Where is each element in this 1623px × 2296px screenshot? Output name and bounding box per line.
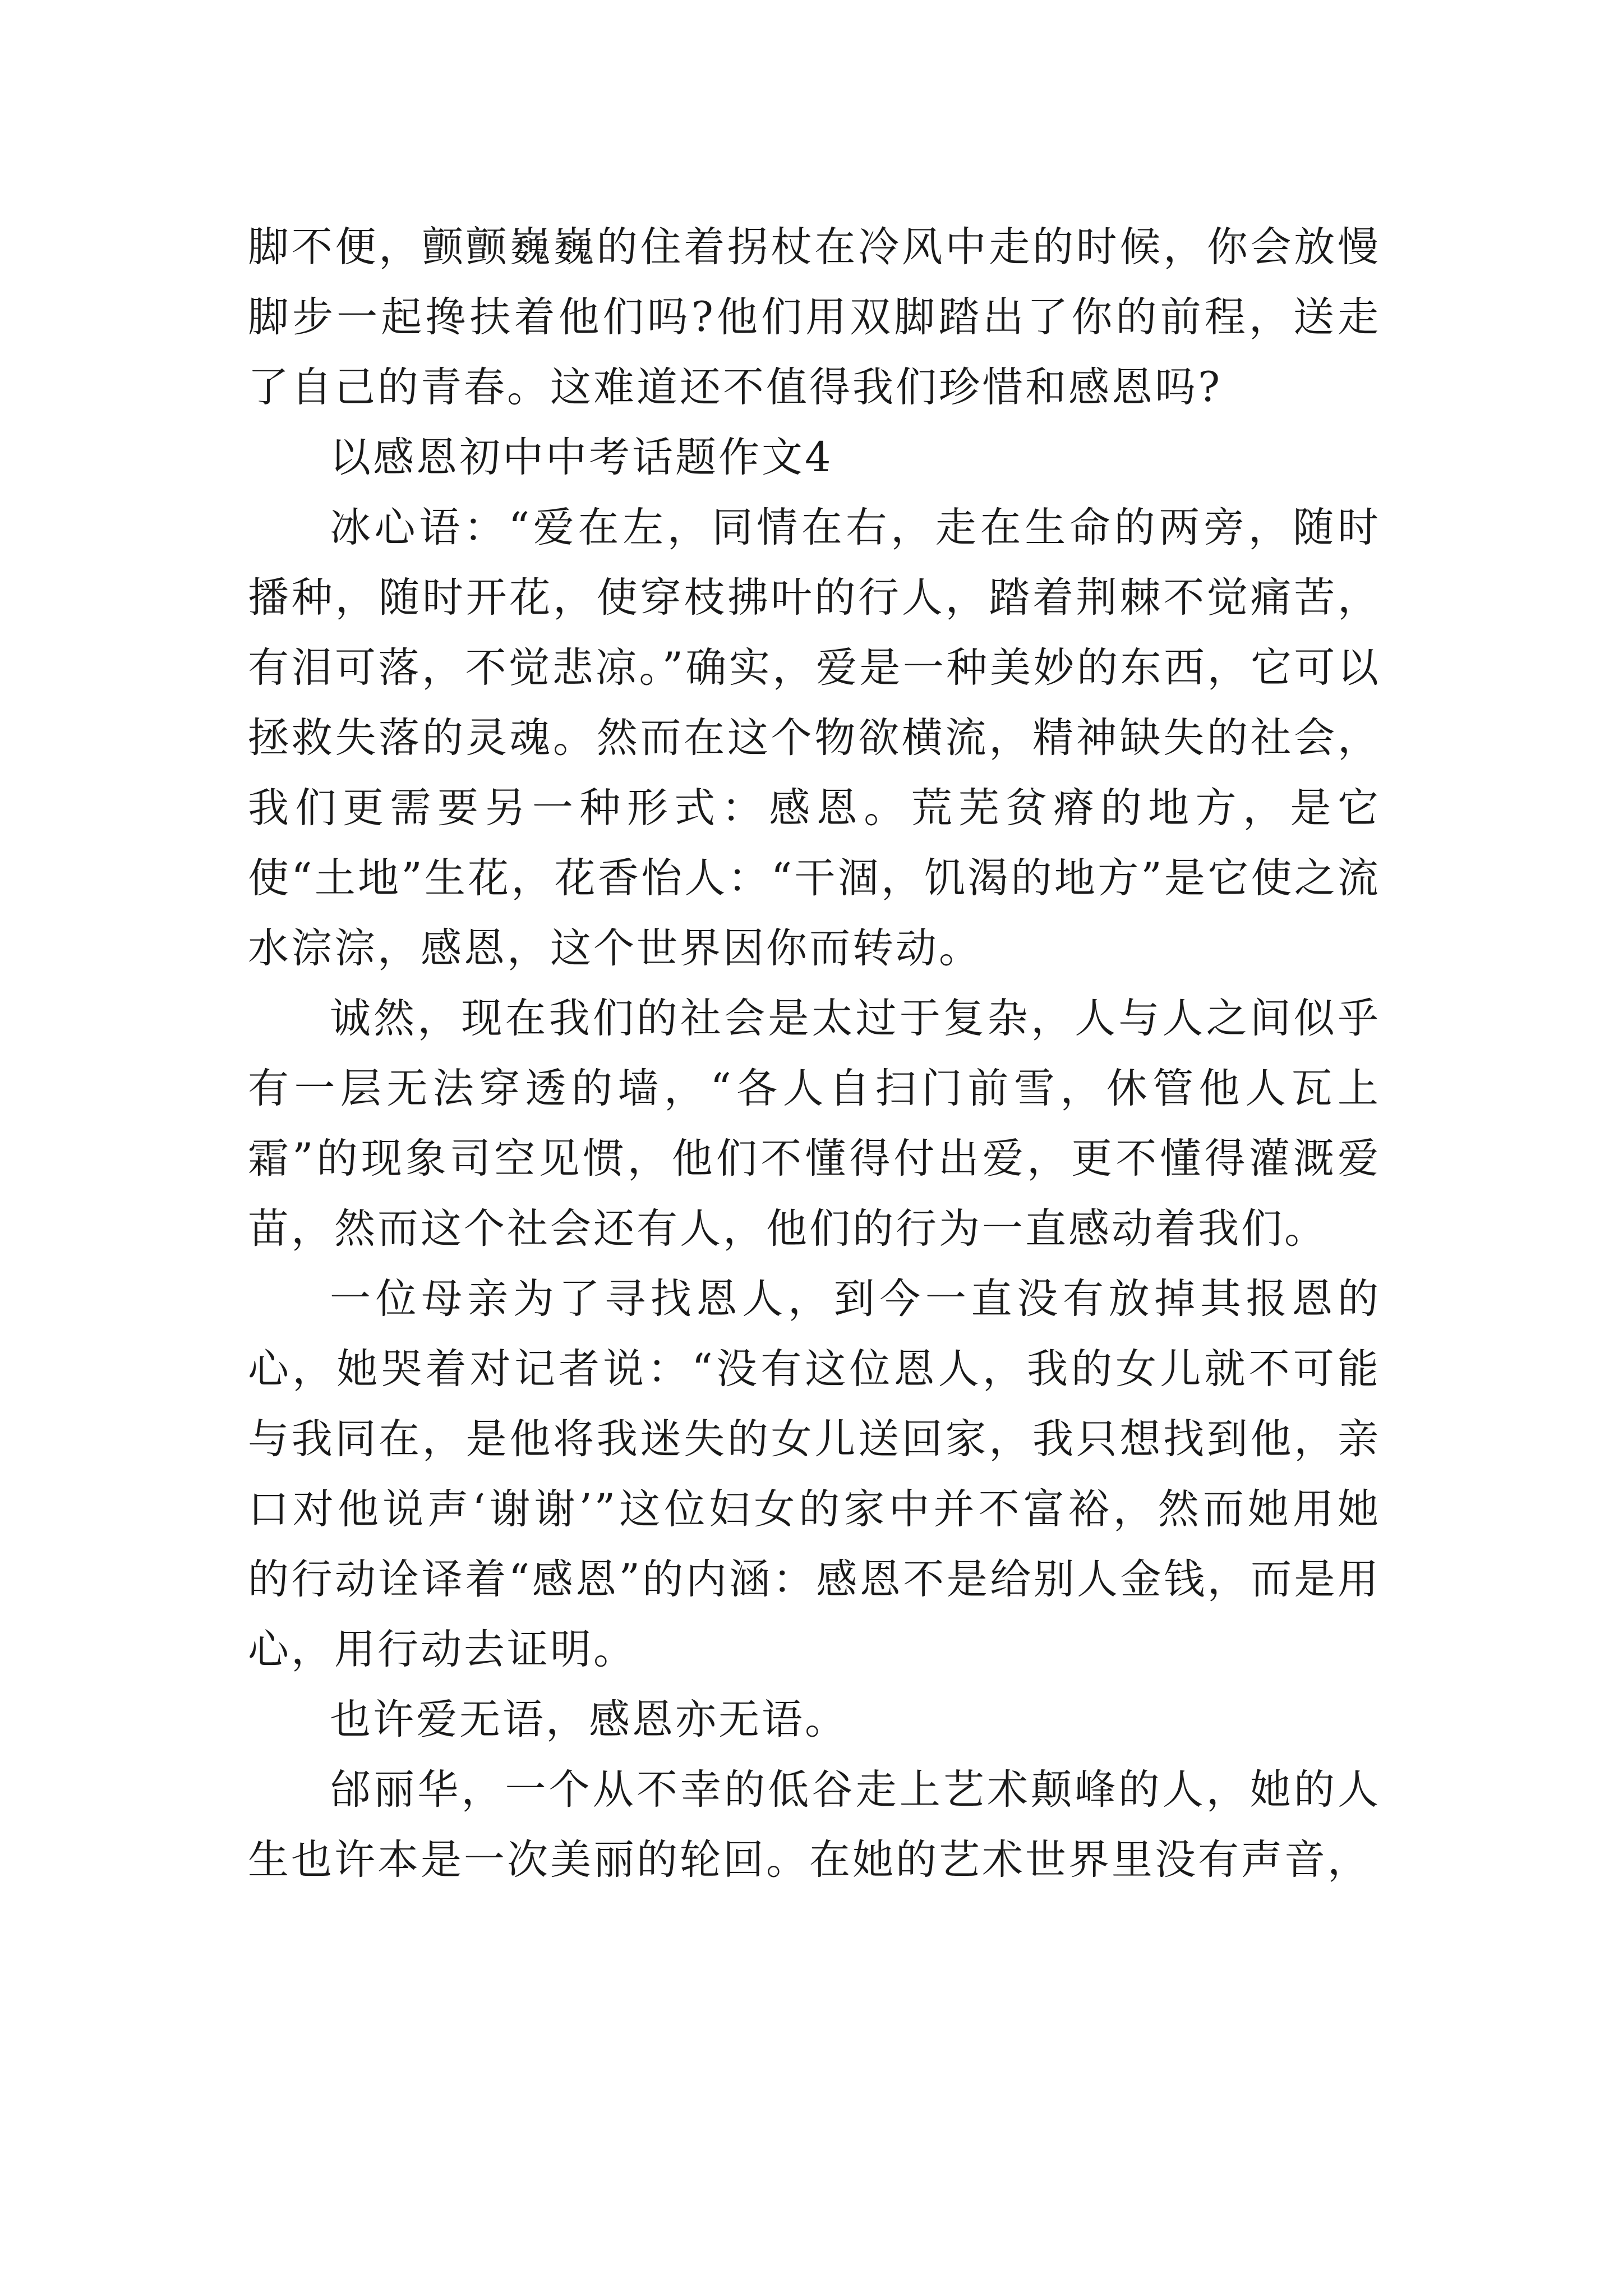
paragraph-mother: 一位母亲为了寻找恩人，到今一直没有放掉其报恩的心，她哭着对记者说：“没有这位恩人，我的女儿就不可能与我同在，是他将我迷失的女儿送回家，我只想找到他，亲口对他说声‘谢谢’”这位妇女的家中并不富裕，然而她用她的行动诠译着“感恩”的内涵：感恩不是给别人金钱，而是用心，用行动去证明。 [248, 1275, 1381, 1673]
section-heading: 以感恩初中中考话题作文4 [330, 434, 833, 481]
paragraph-continuation: 脚不便，颤颤巍巍的住着拐杖在冷风中走的时候，你会放慢脚步一起搀扶着他们吗?他们用双脚踏出了你的前程，送走了自己的青春。这难道还不值得我们珍惜和感恩吗? [248, 223, 1381, 411]
paragraph-society: 诚然，现在我们的社会是太过于复杂，人与人之间似乎有一层无法穿透的墙，“各人自扫门前雪，休管他人瓦上霜”的现象司空见惯，他们不懂得付出爱，更不懂得灌溉爱苗，然而这个社会还有人，他们的行为一直感动着我们。 [248, 995, 1381, 1253]
document-body [248, 212, 1381, 1895]
paragraph-silent-love: 也许爱无语，感恩亦无语。 [330, 1696, 848, 1743]
paragraph-bingxin-quote: 冰心语：“爱在左，同情在右，走在生命的两旁，随时播种，随时开花，使穿枝拂叶的行人，踏着荆棘不觉痛苦，有泪可落，不觉悲凉。”确实，爱是一种美妙的东西，它可以拯救失落的灵魂。然而在这个物欲横流，精神缺失的社会，我们更需要另一种形式：感恩。荒芜贫瘠的地方，是它使“土地”生花，花香怡人：“干涸，饥渴的地方”是它使之流水淙淙，感恩，这个世界因你而转动。 [248, 504, 1381, 972]
paragraph-tai-lihua: 邰丽华，一个从不幸的低谷走上艺术颠峰的人，她的人生也许本是一次美丽的轮回。在她的艺术世界里没有声音， [248, 1766, 1381, 1884]
